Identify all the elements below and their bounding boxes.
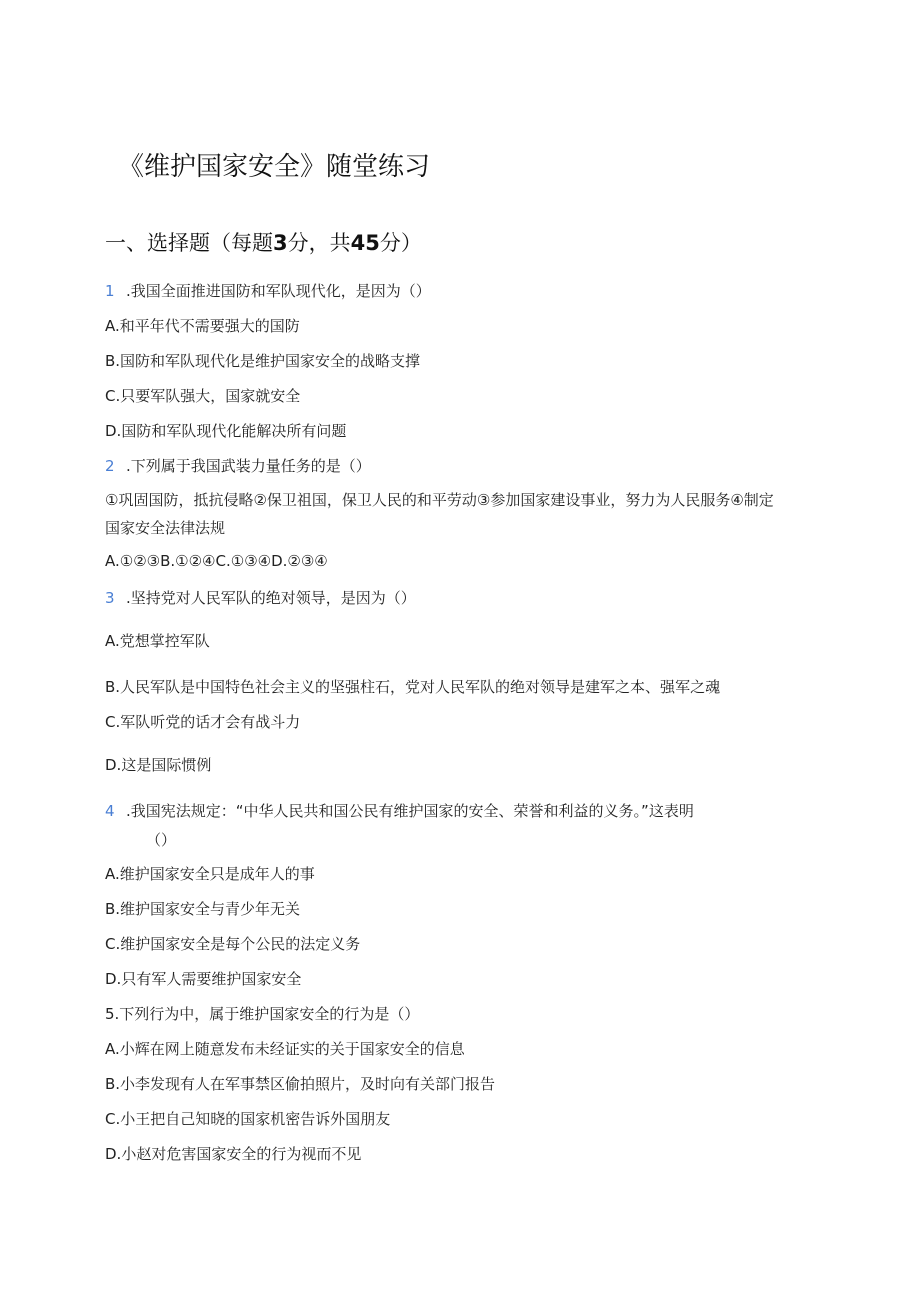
section-heading: [105, 233, 422, 254]
question-5-option-c: C.小王把自己知晓的国家机密告诉外国朋友: [105, 1110, 391, 1128]
question-1-option-d: D.国防和军队现代化能解决所有问题: [105, 422, 347, 440]
question-4-stem: [105, 804, 694, 819]
question-number: 3: [105, 589, 115, 607]
section-per-score: 3: [273, 231, 288, 255]
question-3-option-d: D.这是国际惯例: [105, 756, 212, 774]
question-number: 2: [105, 457, 115, 475]
question-1-stem: [105, 284, 431, 299]
question-1-option-c: C.只要军队强大，国家就安全: [105, 387, 301, 405]
question-2-stem: [105, 459, 371, 474]
question-5-option-b: B.小李发现有人在军事禁区偷拍照片，及时向有关部门报告: [105, 1075, 496, 1093]
question-3-option-b: B.人民军队是中国特色社会主义的坚强柱石，党对人民军队的绝对领导是建军之本、强军之魂: [105, 678, 721, 696]
question-4-stem-continued: （）: [146, 831, 177, 849]
question-4-option-c: C.维护国家安全是每个公民的法定义务: [105, 935, 361, 953]
question-5-option-a: A.小辉在网上随意发布未经证实的关于国家安全的信息: [105, 1040, 465, 1058]
question-2-items-line-2: 国家安全法律法规: [105, 519, 226, 537]
question-text: .我国全面推进国防和军队现代化，是因为（）: [126, 282, 431, 300]
question-4-option-d: D.只有军人需要维护国家安全: [105, 970, 302, 988]
question-5-option-d: D.小赵对危害国家安全的行为视而不见: [105, 1145, 362, 1163]
question-text: .坚持党对人民军队的绝对领导，是因为（）: [126, 589, 416, 607]
page-title: 《维护国家安全》随堂练习: [118, 152, 431, 182]
question-3-option-a: A.党想掌控军队: [105, 632, 210, 650]
section-prefix: 一、选择题（每题: [105, 231, 273, 255]
question-2-items-line-1: ①巩固国防，抵抗侵略②保卫祖国，保卫人民的和平劳动③参加国家建设事业，努力为人民服务④制定: [105, 491, 774, 509]
section-total-score: 45: [350, 231, 380, 255]
question-4-option-a: A.维护国家安全只是成年人的事: [105, 865, 315, 883]
question-1-option-a: A.和平年代不需要强大的国防: [105, 317, 300, 335]
question-1-option-b: B.国防和军队现代化是维护国家安全的战略支撑: [105, 352, 421, 370]
question-3-option-c: C.军队听党的话才会有战斗力: [105, 713, 301, 731]
question-number: 1: [105, 282, 115, 300]
question-3-stem: [105, 591, 416, 606]
question-5-stem: 5.下列行为中，属于维护国家安全的行为是（）: [105, 1005, 420, 1023]
section-middle: 分，共: [287, 231, 351, 255]
question-4-option-b: B.维护国家安全与青少年无关: [105, 900, 301, 918]
question-text: .我国宪法规定：“中华人民共和国公民有维护国家的安全、荣誉和利益的义务。”这表明: [126, 802, 694, 820]
question-2-options: A.①②③B.①②④C.①③④D.②③④: [105, 552, 328, 570]
question-text: .下列属于我国武装力量任务的是（）: [126, 457, 371, 475]
question-number: 4: [105, 802, 115, 820]
section-suffix: 分）: [379, 231, 422, 255]
